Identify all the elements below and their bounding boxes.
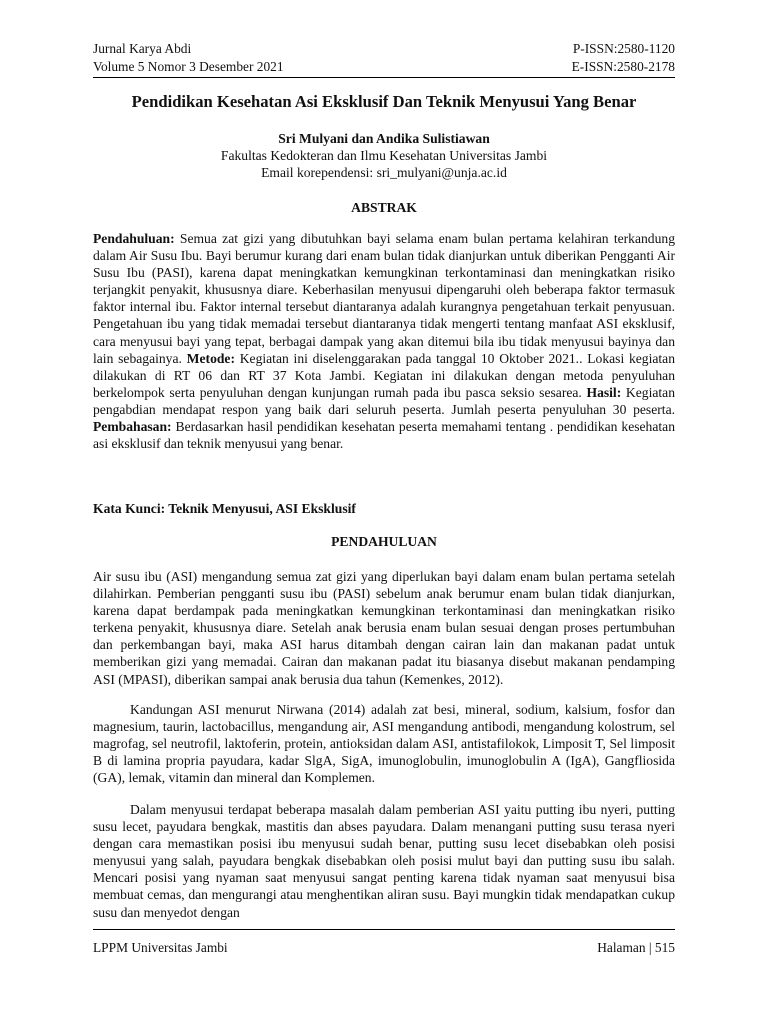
running-footer xyxy=(93,940,675,956)
footer-divider xyxy=(93,929,675,930)
abstract-result-label: Hasil: xyxy=(586,384,622,400)
running-header-row-1 xyxy=(93,41,675,57)
article-title: Pendidikan Kesehatan Asi Eksklusif Dan Teknik Menyusui Yang Benar xyxy=(131,92,637,111)
abstract-intro-text: Semua zat gizi yang dibutuhkan bayi selama enam bulan pertama kelahiran terkandung dalam Air Susu Ibu. Bayi berumur kurang dari enam bulan tidak dianjurkan untuk diberikan Pengganti Air Susu Ibu (PASI), karena dapat meningkatkan kemungkinan terkontaminasi dan meningkatkan risiko terjangkit penyakit, khususnya diare. Keberhasilan menyusui dipengaruhi oleh beberapa faktor termasuk faktor internal ibu. Faktor internal tersebut diantaranya adalah kurangnya pengetahuan terkait penyusuan. Pengetahuan ibu yang tidak memadai tersebut diantaranya tidak mengerti tentang manfaat ASI eksklusif, cara menyusui bayi yang tepat, berbagai dampak yang akan ditemui bila ibu tidak menyusui bayinya dan lain sebagainya. xyxy=(93,231,675,366)
abstract-paragraph xyxy=(93,230,675,452)
body-paragraph-2: Kandungan ASI menurut Nirwana (2014) adalah zat besi, mineral, sodium, kalsium, fosfor dan magnesium, taurin, lactobacillus, mengandung air, ASI mengandung antibodi, mengandung kolostrum, sel magrofag, sel neutrofil, laktoferin, protein, antioksidan dalam ASI, antistafilokok, Limposit T, Sel limposit B di lamina propria payudara, kadar SlgA, SigA, imunoglobulin, imunoglobulin A (IgA), Gangfliosida (GA), lemak, vitamin dan mineral dan Komplemen. xyxy=(93,702,675,786)
abstract-result-text: Kegiatan pengabdian mendapat respon yang baik dari seluruh peserta. Jumlah peserta penyuluhan 30 peserta. xyxy=(93,384,675,417)
page-number: Halaman | 515 xyxy=(597,940,675,955)
correspondence-email: Email korependensi: sri_mulyani@unja.ac.id xyxy=(261,165,507,180)
electronic-issn: E-ISSN:2580-2178 xyxy=(571,59,675,74)
abstract-discussion-label: Pembahasan: xyxy=(93,419,172,435)
abstract-discussion-text: Berdasarkan hasil pendidikan kesehatan peserta memahami tentang . pendidikan kesehatan asi eksklusif dan teknik menyusui yang benar. xyxy=(93,419,675,452)
author-affiliation: Fakultas Kedokteran dan Ilmu Kesehatan Universitas Jambi xyxy=(220,148,548,163)
print-issn: P-ISSN:2580-1120 xyxy=(572,41,675,56)
abstract-intro-label: Pendahuluan: xyxy=(93,231,175,246)
journal-volume: Volume 5 Nomor 3 Desember 2021 xyxy=(93,59,284,74)
keywords: Kata Kunci: Teknik Menyusui, ASI Eksklusif xyxy=(93,501,356,516)
abstract-method-label: Metode: xyxy=(186,350,235,366)
article-authors: Sri Mulyani dan Andika Sulistiawan xyxy=(278,131,490,146)
body-paragraph-3: Dalam menyusui terdapat beberapa masalah dalam pemberian ASI yaitu putting ibu nyeri, putting susu lecet, payudara bengkak, mastitis dan abses payudara. Dalam menangani putting susu terasa nyeri dengan cara memastikan posisi ibu menyusui sudah benar, putting susu lecet disebabkan oleh posisi menyusui yang salah, payudara bengkak disebabkan oleh posisi mulut bayi dan putting susu ibu salah. Mencari posisi yang nyaman saat menyusui sangat penting karena tidak nyaman saat menyusui bisa membuat cemas, dan mengurangi atau menghentikan aliran susu. Bayi mungkin tidak mendapatkan cukup susu dan menyedot dengan xyxy=(93,802,675,920)
journal-name: Jurnal Karya Abdi xyxy=(93,41,192,56)
running-header-row-2 xyxy=(93,59,675,75)
footer-publisher: LPPM Universitas Jambi xyxy=(93,940,228,955)
section-heading-pendahuluan: PENDAHULUAN xyxy=(331,534,437,549)
abstract-heading: ABSTRAK xyxy=(351,200,417,215)
body-paragraph-1: Air susu ibu (ASI) mengandung semua zat gizi yang diperlukan bayi dalam enam bulan pertama setelah dilahirkan. Pemberian pengganti susu ibu (PASI) sebelum anak berumur enam bulan tidak dianjurkan, karena dapat berdampak pada meningkatkan kemungkinan terkontaminasi dan meningkatkan risiko terkena penyakit, khususnya diare. Setelah anak berusia enam bulan sesuai dengan proses pertumbuhan dan perkembangan bayi, maka ASI harus ditambah dengan cairan lain dan makanan padat untuk memberikan gizi yang memadai. Cairan dan makanan padat itu biasanya disebut makanan pendamping ASI (MPASI), diberikan sampai anak berusia dua tahun (Kemenkes, 2012). xyxy=(93,569,675,687)
abstract-method-text: Kegiatan ini diselenggarakan pada tanggal 10 Oktober 2021.. Lokasi kegiatan dilakukan di RT 06 dan RT 37 Kota Jambi. Kegiatan ini dilakukan dengan metoda penyuluhan berkelompok serta penyuluhan dengan kunjungan rumah pada ibu pasca seksio sesarea. xyxy=(93,350,676,400)
header-divider xyxy=(93,77,675,78)
